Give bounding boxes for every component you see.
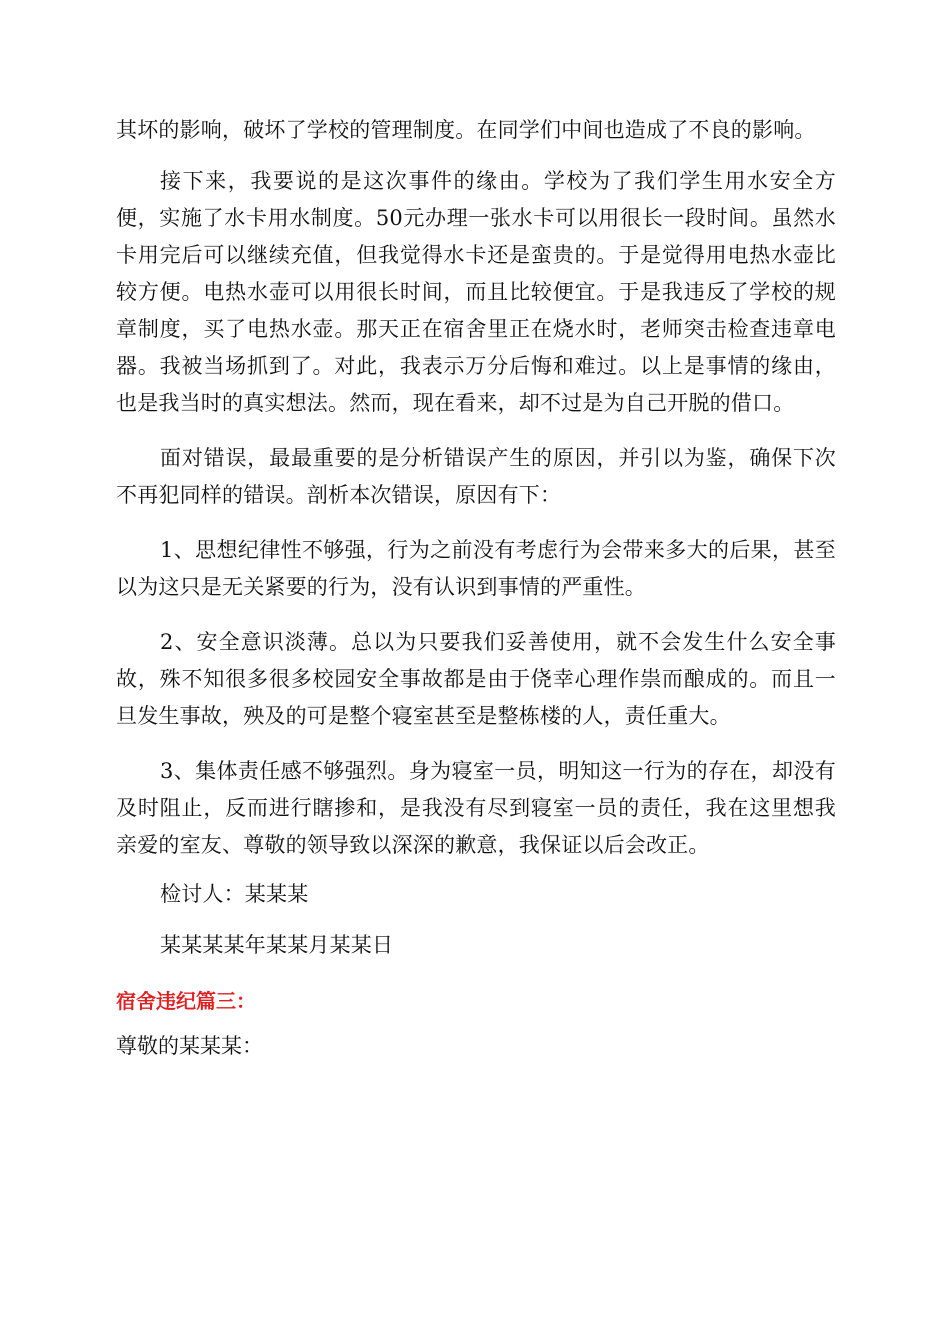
section-heading: 宿舍违纪篇三：	[116, 989, 256, 1013]
salutation: 尊敬的某某某：	[116, 1034, 263, 1058]
signature-line: 检讨人：某某某	[160, 882, 309, 906]
paragraph-reason-2: 2、安全意识淡薄。总以为只要我们妥善使用，就不会发生什么安全事故，殊不知很多很多校园安全事故都是由于侥幸心理作祟而酿成的。而且一旦发生事故，殃及的可是整个寝室甚至是整栋楼的人，责任重大。	[116, 630, 836, 728]
date-line: 某某某某年某某月某某日	[160, 933, 394, 957]
paragraph-reason-3: 3、集体责任感不够强烈。身为寝室一员，明知这一行为的存在，却没有及时阻止，反而进行瞎掺和，是我没有尽到寝室一员的责任，我在这里想我亲爱的室友、尊敬的领导致以深深的歉意，我保证以后会改正。	[116, 759, 836, 857]
paragraph-continued: 其坏的影响，破坏了学校的管理制度。在同学们中间也造成了不良的影响。	[116, 118, 816, 142]
paragraph-reason-1: 1、思想纪律性不够强，行为之前没有考虑行为会带来多大的后果，甚至以为这只是无关紧要的行为，没有认识到事情的严重性。	[116, 538, 836, 599]
paragraph-cause: 接下来，我要说的是这次事件的缘由。学校为了我们学生用水安全方便，实施了水卡用水制度。50元办理一张水卡可以用很长一段时间。虽然水卡用完后可以继续充值，但我觉得水卡还是蛮贵的。于是觉得用电热水壶比较方便。电热水壶可以用很长时间，而且比较便宜。于是我违反了学校的规章制度，买了电热水壶。那天正在宿舍里正在烧水时，老师突击检查违章电器。我被当场抓到了。对此，我表示万分后悔和难过。以上是事情的缘由，也是我当时的真实想法。然而，现在看来，却不过是为自己开脱的借口。	[116, 169, 836, 415]
paragraph-analysis-intro: 面对错误，最最重要的是分析错误产生的原因，并引以为鉴，确保下次不再犯同样的错误。剖析本次错误，原因有下：	[116, 446, 836, 507]
document-page	[116, 112, 836, 1064]
